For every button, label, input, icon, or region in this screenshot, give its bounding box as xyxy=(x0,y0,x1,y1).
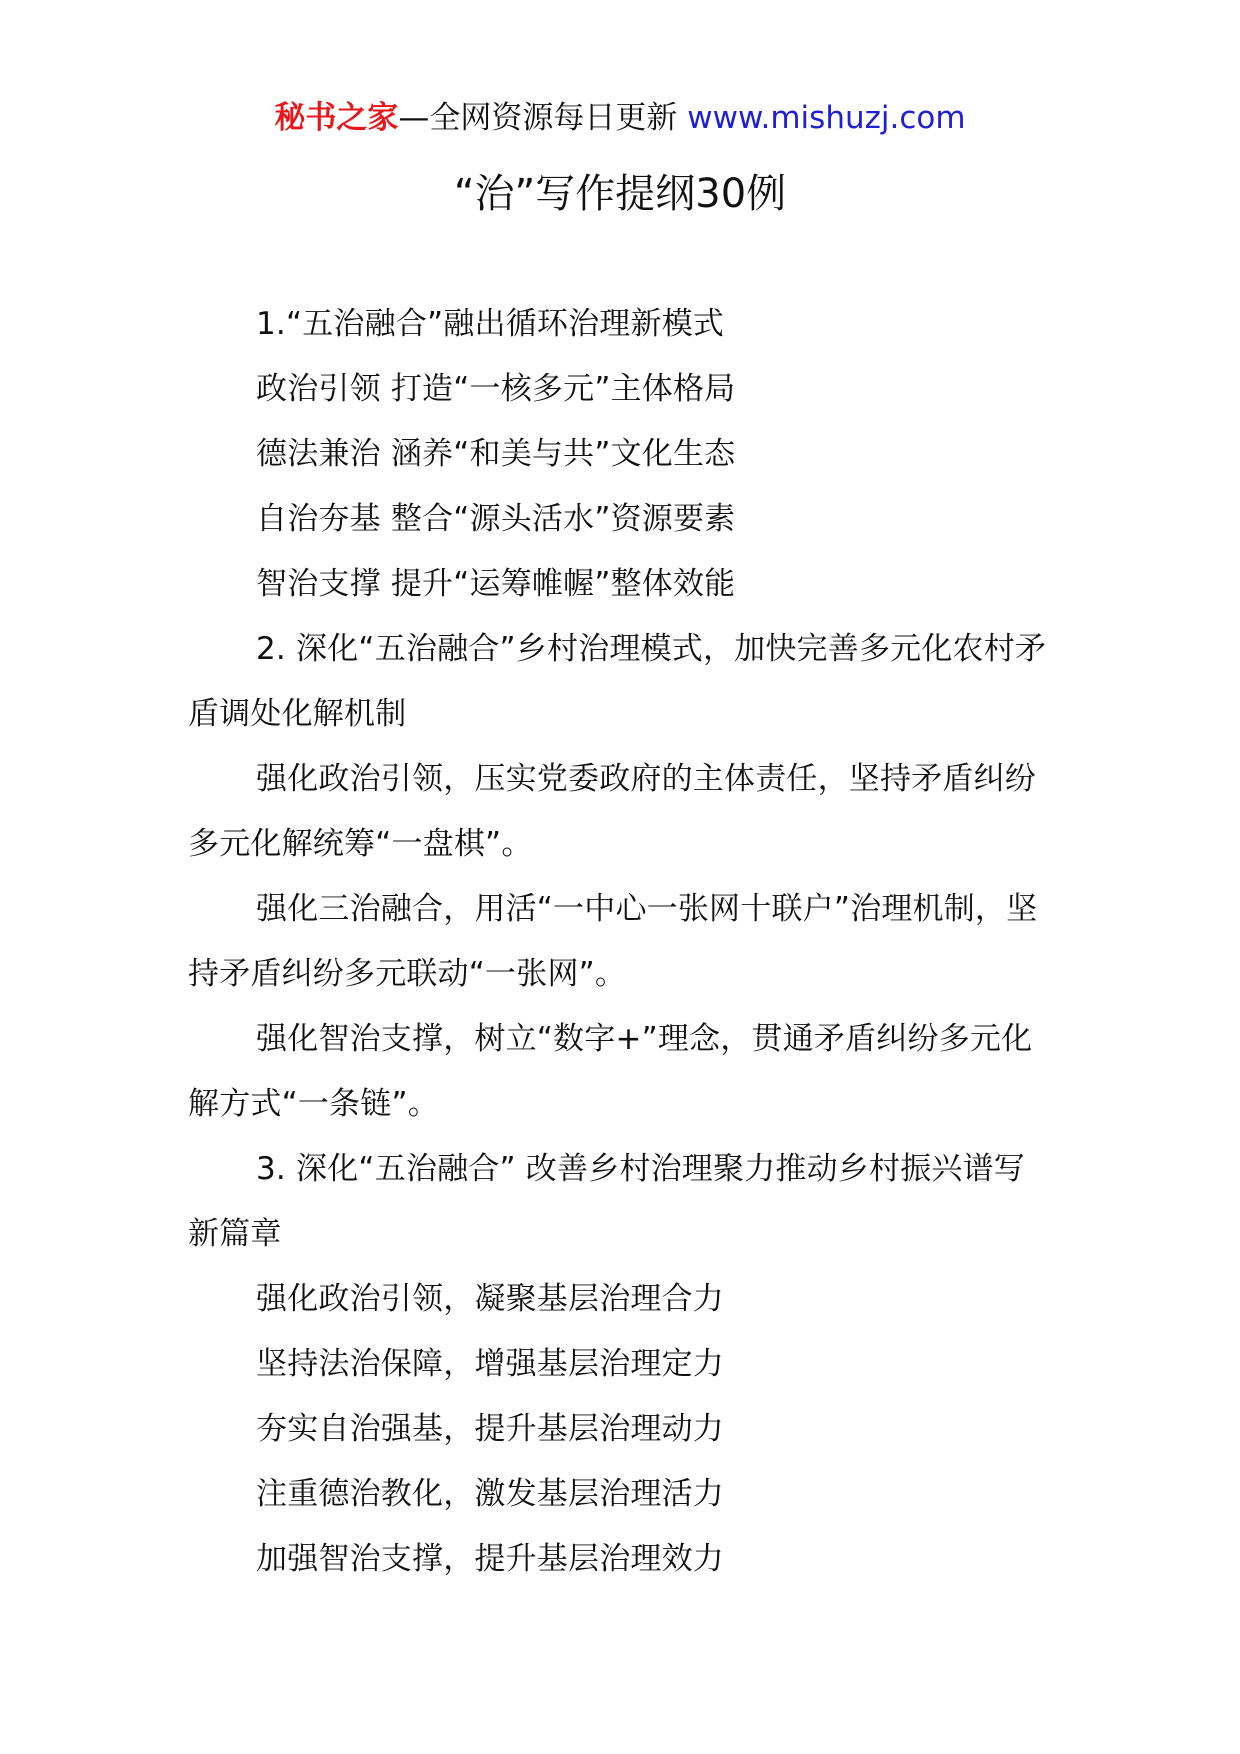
outline-heading-3: 3. 深化“五治融合” 改善乡村治理聚力推动乡村振兴谱写新篇章 xyxy=(188,1151,1026,1252)
outline-item: 强化智治支撑，树立“数字+”理念，贯通矛盾纠纷多元化解方式“一条链”。 xyxy=(188,1021,1033,1122)
site-brand: 秘书之家 xyxy=(274,100,399,136)
outline-item: 德法兼治 涵养“和美与共”文化生态 xyxy=(256,436,736,472)
site-tagline: —全网资源每日更新 xyxy=(398,100,678,136)
outline-item: 注重德治教化，激发基层治理活力 xyxy=(256,1476,724,1512)
outline-item: 强化政治引领，凝聚基层治理合力 xyxy=(256,1281,724,1317)
outline-item: 智治支撑 提升“运筹帷幄”整体效能 xyxy=(256,566,736,602)
outline-item: 夯实自治强基，提升基层治理动力 xyxy=(256,1411,724,1447)
outline-item: 自治夯基 整合“源头活水”资源要素 xyxy=(256,501,736,537)
outline-item: 坚持法治保障，增强基层治理定力 xyxy=(256,1346,724,1382)
outline-item: 政治引领 打造“一核多元”主体格局 xyxy=(256,371,736,407)
outline-item: 强化政治引领，压实党委政府的主体责任，坚持矛盾纠纷多元化解统筹“一盘棋”。 xyxy=(188,761,1036,862)
outline-item: 加强智治支撑，提升基层治理效力 xyxy=(256,1541,724,1577)
site-header xyxy=(0,98,1240,138)
outline-heading-2: 2. 深化“五治融合”乡村治理模式，加快完善多元化农村矛盾调处化解机制 xyxy=(188,631,1047,732)
outline-item: 强化三治融合，用活“一中心一张网十联户”治理机制，坚持矛盾纠纷多元联动“一张网”。 xyxy=(188,891,1038,992)
site-url-link[interactable]: www.mishuzj.com xyxy=(687,100,966,136)
document-title: “治”写作提纲30例 xyxy=(453,171,787,217)
document-body xyxy=(188,292,1056,1592)
outline-heading-1: 1.“五治融合”融出循环治理新模式 xyxy=(256,306,725,342)
